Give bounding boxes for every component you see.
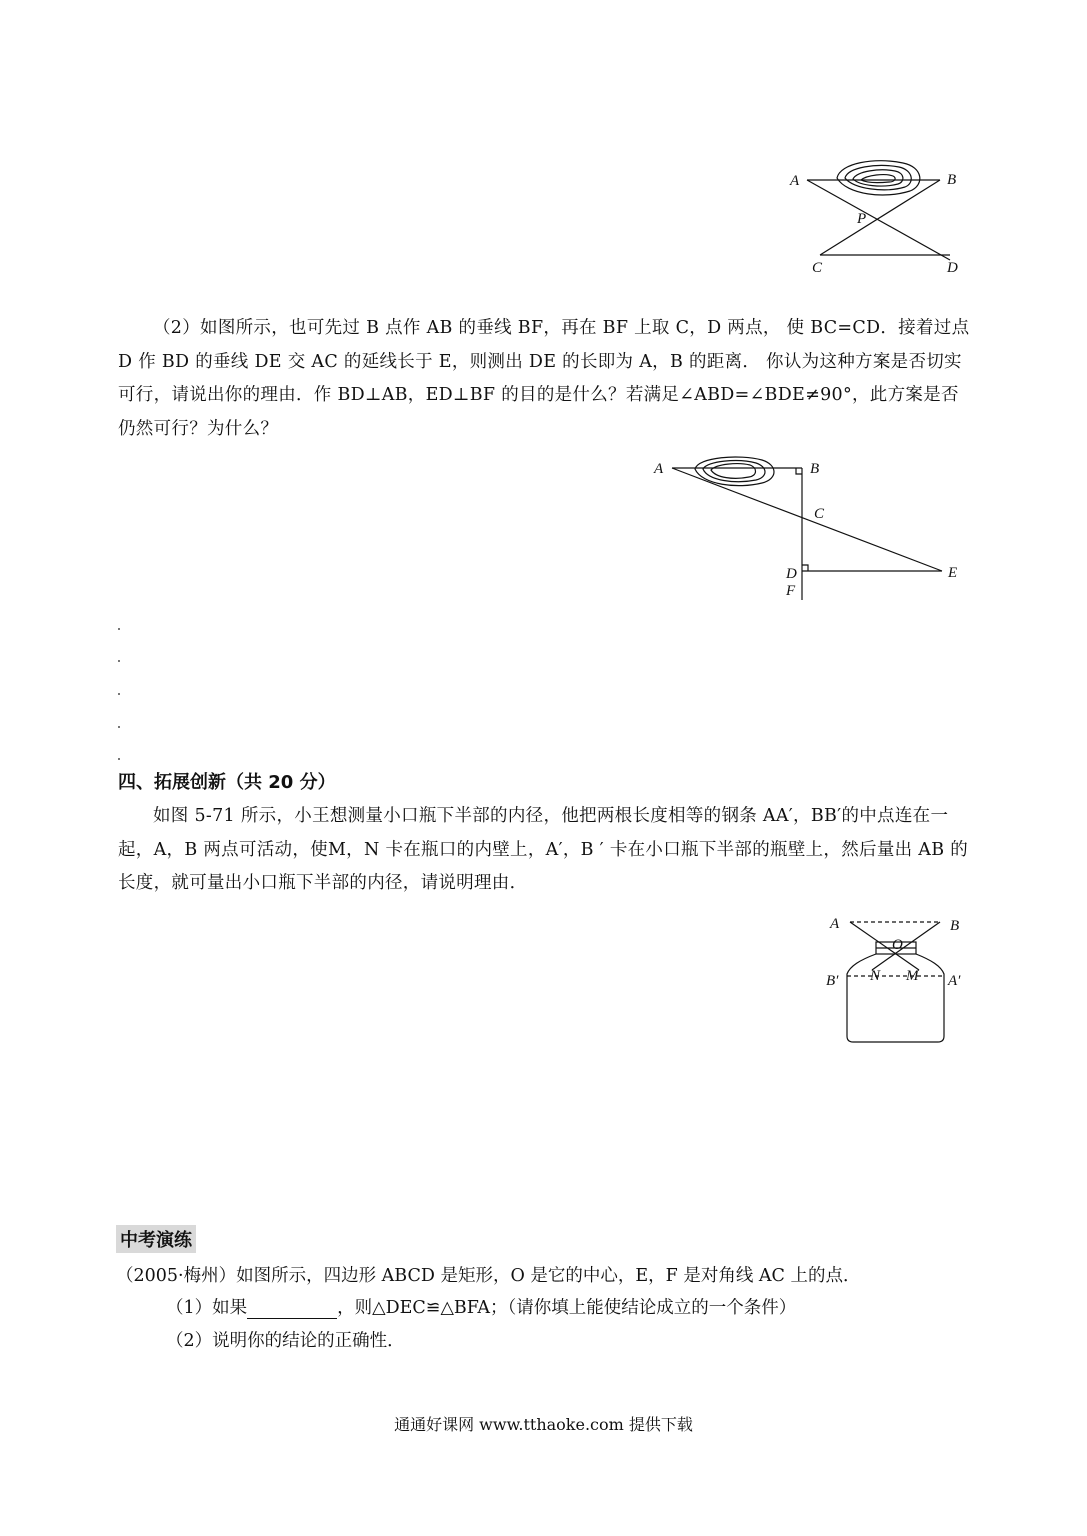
footer-credit: 通通好课网 www.tthaoke.com 提供下载 — [394, 1415, 693, 1434]
fig3-label-B: B — [950, 918, 960, 934]
section-4-heading: 四、拓展创新（共 20 分） — [118, 772, 336, 793]
fig1-label-C: C — [812, 260, 823, 276]
fig2-label-C: C — [814, 506, 825, 522]
problem-2-text: （2）如图所示，也可先过 B 点作 AB 的垂线 BF，再在 BF 上取 C，D 两点， 使 BC=CD．接着过点 D 作 BD 的垂线 DE 交 AC 的延线长于 E，则测出 DE 的长即为 A，B 的距离． 你认为这种方案是否切实可行，请说出你的理由．作 BD⊥AB，ED⊥BF 的目的是什么？若满足∠ABD=∠BDE≠90°，此方案是否仍然可行？为什么？ — [118, 318, 970, 439]
margin-dot — [118, 628, 120, 630]
fig2-label-F: F — [786, 583, 796, 599]
fig1-label-B: B — [947, 172, 957, 188]
exam-question-2: （2）说明你的结论的正确性． — [166, 1331, 405, 1351]
answer-blank[interactable] — [247, 1300, 337, 1319]
exam-practice-tag: 中考演练 — [116, 1225, 196, 1253]
fig3-label-A-prime: A′ — [948, 973, 961, 989]
margin-dot — [118, 758, 120, 760]
fig2-label-A: A — [654, 461, 664, 477]
fig2-label-E: E — [948, 565, 958, 581]
figure-lake-crossing — [785, 155, 975, 280]
margin-dot — [118, 693, 120, 695]
exam-question-1 — [166, 1294, 796, 1319]
exam-intro: （2005·梅州）如图所示，四边形 ABCD 是矩形，O 是它的中心，E，F 是对角线 AC 上的点． — [116, 1266, 861, 1286]
margin-dot — [118, 660, 120, 662]
fig1-label-P: P — [857, 211, 867, 227]
fig3-label-N: N — [870, 968, 881, 984]
fig3-label-A: A — [830, 916, 840, 932]
figure-perpendicular-method — [650, 455, 970, 600]
section-4-text: 如图 5-71 所示，小王想测量小口瓶下半部的内径，他把两根长度相等的钢条 AA′，BB′的中点连在一起，A，B 两点可活动，使M，N 卡在瓶口的内壁上，A′，B ′ 卡在小口瓶下半部的瓶壁上，然后量出 AB 的长度，就可量出小口瓶下半部的内径，请说明理由． — [118, 806, 969, 893]
fig3-label-M: M — [906, 968, 919, 984]
fig3-label-B-prime: B′ — [826, 973, 839, 989]
q1-after: ，则△DEC≌△BFA；（请你填上能使结论成立的一个条件） — [337, 1298, 797, 1318]
fig2-label-D: D — [786, 566, 797, 582]
fig3-label-O: O — [892, 937, 903, 953]
margin-dot — [118, 726, 120, 728]
figure-bottle — [822, 908, 972, 1048]
fig2-label-B: B — [810, 461, 820, 477]
fig1-label-D: D — [947, 260, 958, 276]
fig1-label-A: A — [790, 173, 800, 189]
q1-before: （1）如果 — [166, 1298, 248, 1318]
